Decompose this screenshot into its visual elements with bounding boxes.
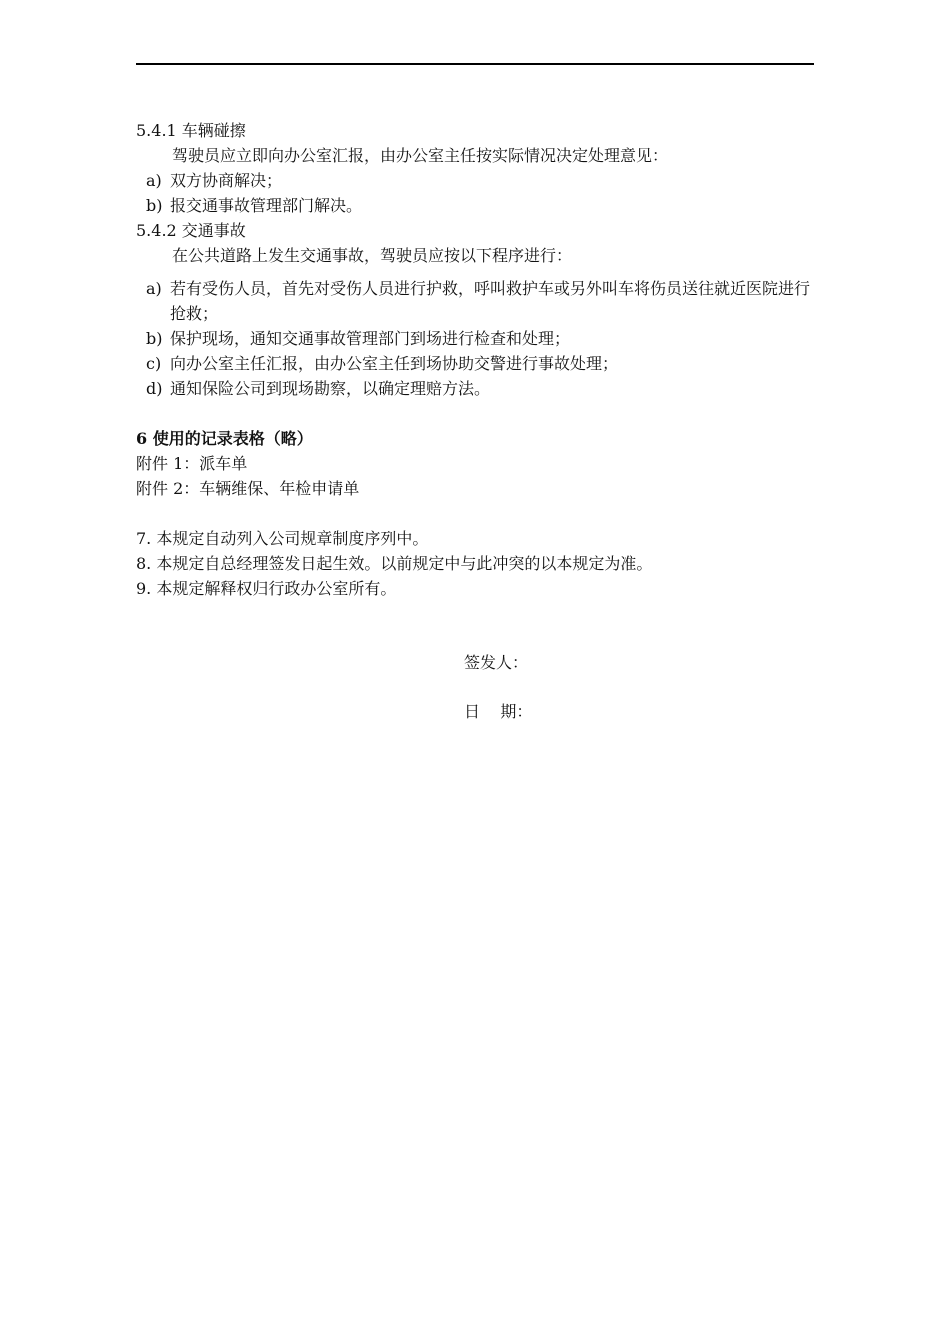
list-item-text: 报交通事故管理部门解决。 (170, 196, 363, 215)
section-6-heading: 6 使用的记录表格（略） (136, 429, 313, 448)
header-rule (136, 63, 814, 65)
attachment-item: 附件 1：派车单 (136, 454, 248, 473)
list-item-text: 双方协商解决； (170, 171, 283, 190)
list-item-text: 通知保险公司到现场勘察，以确定理赔方法。 (170, 379, 491, 398)
document-body (136, 118, 816, 724)
list-marker: a) (146, 279, 162, 298)
rule-item: 7. 本规定自动列入公司规章制度序列中。 (136, 529, 429, 548)
date-label-text: 日 期： (464, 702, 533, 721)
issuer-label: 签发人： (464, 653, 529, 672)
list-item (136, 276, 816, 326)
list-marker: a) (146, 171, 162, 190)
date-label (136, 699, 816, 724)
list-item (136, 193, 816, 218)
list-marker: b) (146, 196, 163, 215)
list-item (136, 168, 816, 193)
list-marker: b) (146, 329, 163, 348)
rule-item: 9. 本规定解释权归行政办公室所有。 (136, 579, 397, 598)
list-marker: d) (146, 379, 163, 398)
list-item (136, 326, 816, 351)
section-5-4-1-intro: 驾驶员应立即向办公室汇报，由办公室主任按实际情况决定处理意见： (172, 146, 669, 165)
list-item (136, 376, 816, 401)
section-5-4-2-heading: 5.4.2 交通事故 (136, 221, 246, 240)
list-item-text: 若有受伤人员，首先对受伤人员进行护救，呼叫救护车或另外叫车将伤员送往就近医院进行抢救； (170, 279, 811, 323)
section-5-4-2-intro: 在公共道路上发生交通事故，驾驶员应按以下程序进行： (172, 246, 573, 265)
list-item (136, 351, 816, 376)
list-marker: c) (146, 354, 162, 373)
list-item-text: 向办公室主任汇报，由办公室主任到场协助交警进行事故处理； (170, 354, 619, 373)
section-5-4-1-heading: 5.4.1 车辆碰擦 (136, 121, 246, 140)
list-item-text: 保护现场，通知交通事故管理部门到场进行检查和处理； (170, 329, 571, 348)
attachment-item: 附件 2：车辆维保、年检申请单 (136, 479, 360, 498)
rule-item: 8. 本规定自总经理签发日起生效。以前规定中与此冲突的以本规定为准。 (136, 554, 653, 573)
